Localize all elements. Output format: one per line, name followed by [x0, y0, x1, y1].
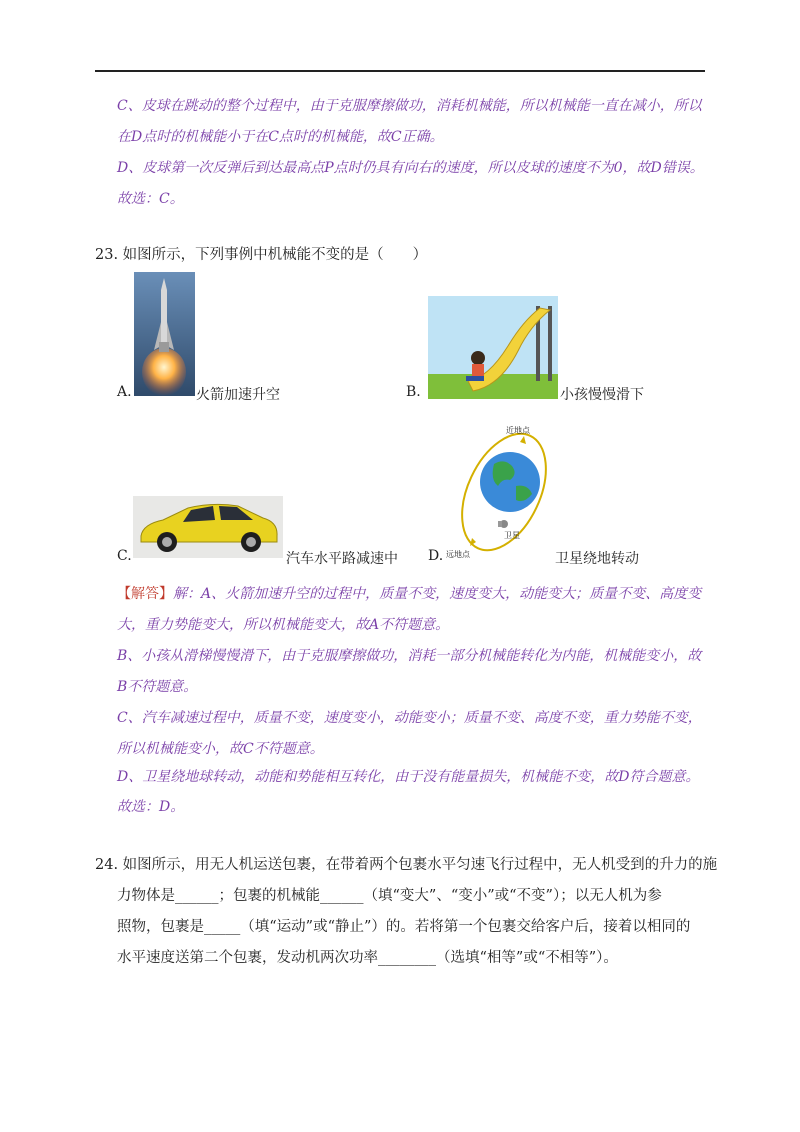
q24-line-4: 水平速度送第二个包裹，发动机两次功率________（选填“相等”或“不相等”）。	[117, 950, 618, 966]
perigee-label: 近地点	[506, 426, 530, 435]
q23-answer-line-2: 大，重力势能变大，所以机械能变大，故A不符题意。	[117, 617, 450, 633]
satellite-orbit-image	[446, 420, 554, 562]
option-a-caption: 火箭加速升空	[196, 387, 280, 403]
apogee-label: 远地点	[446, 550, 470, 559]
q23-answer-line-5: C、汽车减速过程中，质量不变，速度变小，动能变小；质量不变、高度不变，重力势能不变，	[117, 710, 702, 726]
q23-answer-line-6: 所以机械能变小，故C不符题意。	[117, 741, 324, 757]
option-d-letter: D.	[428, 548, 444, 564]
option-c-letter: C.	[117, 548, 132, 564]
q23-stem: 23. 如图所示，下列事例中机械能不变的是（ ）	[95, 247, 428, 263]
option-c-caption: 汽车水平路减速中	[286, 551, 398, 567]
prev-answer-line-4: 故选：C。	[117, 191, 184, 207]
prev-answer-line-1: C、皮球在跳动的整个过程中，由于克服摩擦做功，消耗机械能，所以机械能一直在减小，所以	[117, 98, 702, 114]
prev-answer-line-3: D、皮球第一次反弹后到达最高点P点时仍具有向右的速度，所以皮球的速度不为0，故D错误。	[117, 160, 704, 176]
satellite-label: 卫星	[504, 531, 520, 540]
q23-answer-line-8: 故选：D。	[117, 799, 185, 815]
slide-image	[428, 296, 558, 399]
option-b-letter: B.	[406, 384, 421, 400]
car-image	[133, 496, 283, 558]
rocket-image	[134, 272, 195, 396]
q23-answer-line-7: D、卫星绕地球转动，动能和势能相互转化，由于没有能量损失，机械能不变，故D符合题意。	[117, 769, 700, 785]
q23-answer-line-4: B不符题意。	[117, 679, 198, 695]
option-a-letter: A.	[117, 384, 132, 400]
q23-answer-line-3: B、小孩从滑梯慢慢滑下，由于克服摩擦做功，消耗一部分机械能转化为内能，机械能变小，故	[117, 648, 702, 664]
header-rule	[95, 70, 705, 72]
option-b-caption: 小孩慢慢滑下	[560, 387, 644, 403]
q24-line-2: 力物体是______；包裹的机械能______（填“变大”、“变小”或“不变”）；以无人机为参	[117, 888, 662, 904]
q23-answer-line-1: 【解答】解：A、火箭加速升空的过程中，质量不变，速度变大，动能变大；质量不变、高度变	[117, 586, 702, 602]
answer-tag: 【解答】	[117, 586, 173, 602]
q24-line-3: 照物，包裹是_____（填“运动”或“静止”）的。若将第一个包裹交给客户后，接着以相同的	[117, 919, 691, 935]
option-d-caption: 卫星绕地转动	[555, 551, 639, 567]
q24-line-1: 24. 如图所示，用无人机运送包裹，在带着两个包裹水平匀速飞行过程中，无人机受到的升力的施	[95, 857, 718, 873]
prev-answer-line-2: 在D点时的机械能小于在C点时的机械能，故C正确。	[117, 129, 444, 145]
